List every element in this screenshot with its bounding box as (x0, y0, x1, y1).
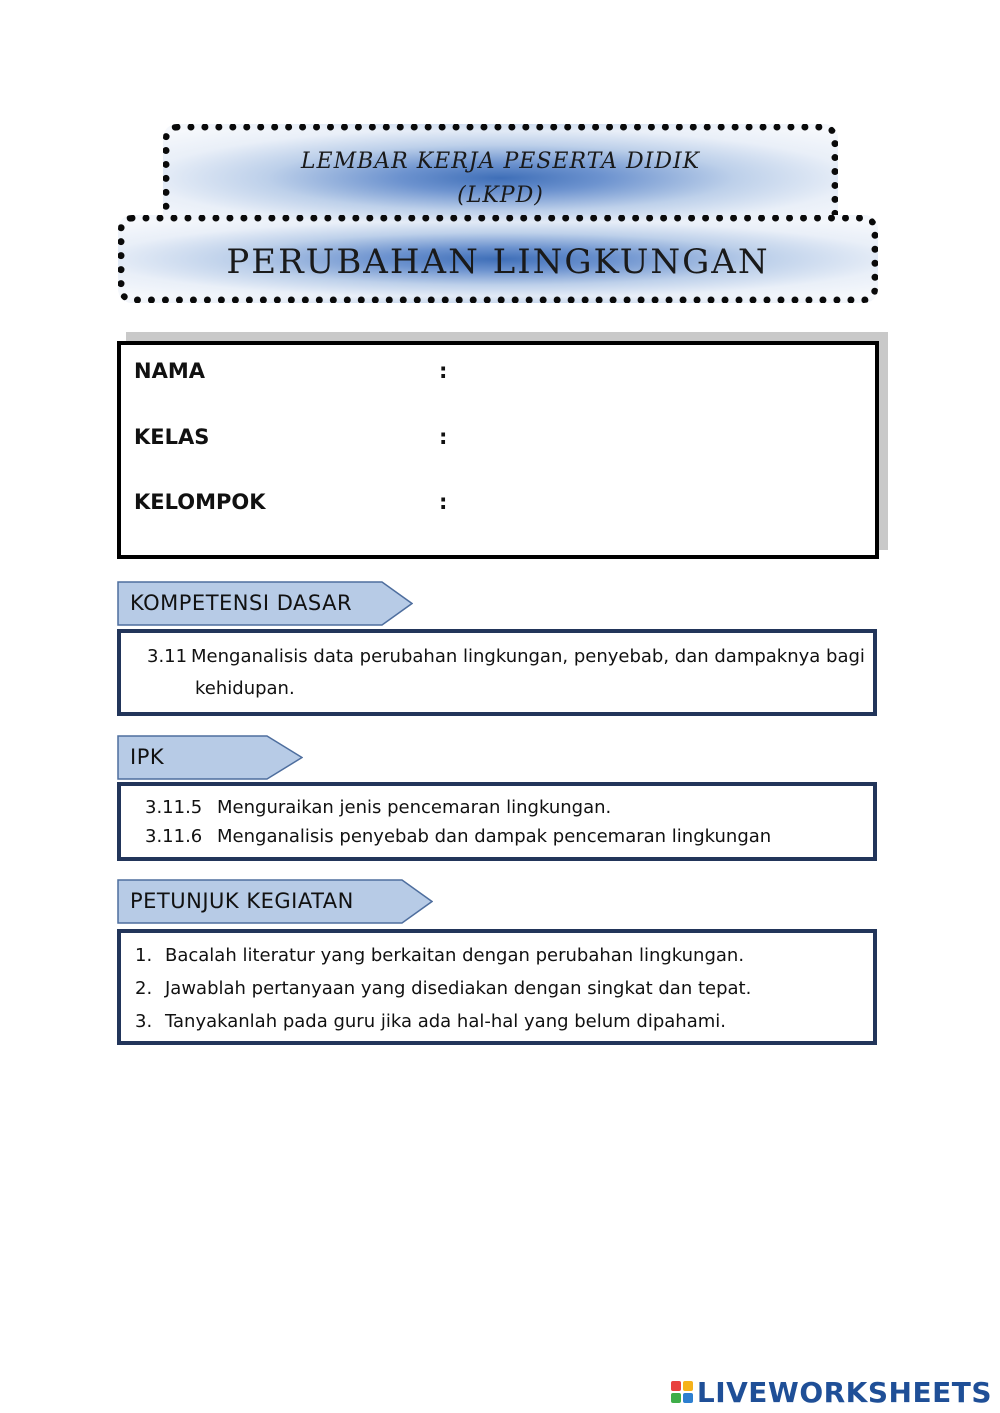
petunjuk-item-text: Jawablah pertanyaan yang disediakan dengan singkat dan tepat. (165, 978, 752, 999)
petunjuk-item-number: 3. (135, 1011, 153, 1032)
name-colon: : (439, 359, 448, 383)
group-label: KELOMPOK (134, 490, 266, 514)
kompetensi-text-line1: Menganalisis data perubahan lingkungan, penyebab, dan dampaknya bagi (191, 646, 865, 667)
class-colon: : (439, 425, 448, 449)
name-label: NAMA (134, 359, 205, 383)
liveworksheets-logo-text: LIVEWORKSHEETS (696, 1375, 992, 1409)
ipk-item-text: Menganalisis penyebab dan dampak pencemaran lingkungan (217, 826, 772, 847)
topic-title: PERUBAHAN LINGKUNGAN (226, 242, 770, 282)
identity-box (117, 341, 879, 559)
kompetensi-tag-label: KOMPETENSI DASAR (130, 591, 353, 615)
petunjuk-item-number: 1. (135, 945, 153, 966)
topic-banner (118, 215, 878, 303)
ipk-tag-label: IPK (130, 745, 165, 769)
lkpd-title-line2: (LKPD) (457, 183, 544, 208)
lkpd-title-line1: LEMBAR KERJA PESERTA DIDIK (300, 149, 701, 174)
liveworksheets-logo[interactable] (671, 1375, 992, 1409)
liveworksheets-logo-icon (671, 1381, 693, 1403)
ipk-box (117, 782, 877, 861)
ipk-item-number: 3.11.6 (145, 826, 203, 847)
petunjuk-box (117, 929, 877, 1045)
ipk-item-number: 3.11.5 (145, 797, 203, 818)
kompetensi-box (117, 629, 877, 716)
ipk-tag (117, 735, 303, 780)
petunjuk-item-text: Bacalah literatur yang berkaitan dengan perubahan lingkungan. (165, 945, 745, 966)
group-colon: : (439, 490, 448, 514)
petunjuk-tag (117, 879, 433, 924)
kompetensi-text-line2: kehidupan. (195, 678, 295, 699)
petunjuk-item-number: 2. (135, 978, 153, 999)
petunjuk-item-text: Tanyakanlah pada guru jika ada hal-hal yang belum dipahami. (165, 1011, 726, 1032)
petunjuk-tag-label: PETUNJUK KEGIATAN (130, 889, 354, 913)
class-label: KELAS (134, 425, 210, 449)
kompetensi-number: 3.11 (147, 646, 188, 667)
kompetensi-tag (117, 581, 413, 626)
ipk-item-text: Menguraikan jenis pencemaran lingkungan. (217, 797, 612, 818)
